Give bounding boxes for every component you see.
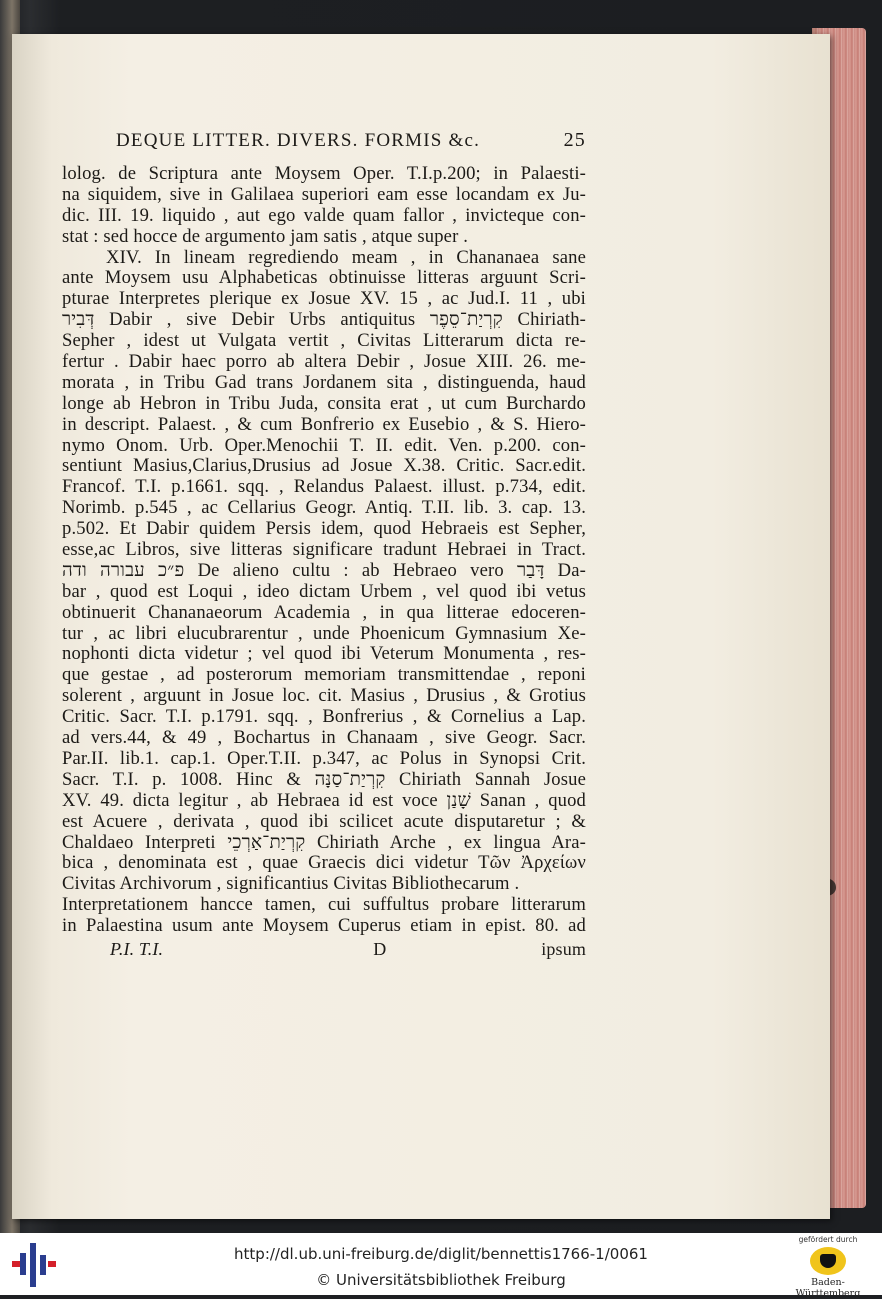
gathering-letter: D <box>373 938 387 959</box>
catchword: ipsum <box>541 938 586 959</box>
text-lines <box>62 164 586 937</box>
text-line: morata , in Tribu Gad trans Jordanem sita , distinguenda, haud <box>62 371 586 393</box>
text-line: Interpretationem hancce tamen, cui suffultus probare litterarum <box>62 894 586 916</box>
text-line: ad vers.44, & 49 , Bochartus in Chanaam , sive Geogr. Sacr. <box>62 727 586 749</box>
text-line: tur , ac libri elucubrarentur , unde Phoenicum Gymnasium Xe- <box>62 622 586 644</box>
text-line: דְּבִיר Dabir , sive Debir Urbs antiquitus קִרְיַת־סֵפֶר Chiriath- <box>62 309 587 331</box>
text-line: Par.II. lib.1. cap.1. Oper.T.II. p.347, ac Polus in Synopsi Crit. <box>62 747 586 769</box>
bottom-bar <box>0 1233 882 1299</box>
text-line: que gestae , ad posterorum memoriam transmittendae , reponi <box>62 664 586 686</box>
text-line: nymo Onom. Urb. Oper.Menochii T. II. edit. Ven. p.200. con- <box>62 434 586 456</box>
text-line: pturae Interpretes plerique ex Josue XV. 15 , ac Jud.I. 11 , ubi <box>62 288 586 310</box>
text-line: ante Moysem usu Alphabeticas obtinuisse litteras arguunt Scri- <box>62 267 586 289</box>
text-line: Sepher , idest ut Vulgata vertit , Civitas Litterarum dicta re- <box>62 330 586 352</box>
running-head <box>116 128 586 164</box>
text-line: esse,ac Libros, sive litteras significare tradunt Hebraei in Tract. <box>62 539 586 561</box>
text-line: dic. III. 19. liquido , aut ego valde quam fallor , invicteque con- <box>62 204 586 226</box>
text-line: na siquidem, sive in Galilaea superiori eam esse locandam ex Ju- <box>62 183 586 205</box>
document-url[interactable]: http://dl.ub.uni-freiburg.de/diglit/bennettis1766-1/0061 <box>234 1245 648 1263</box>
text-line: XV. 49. dicta legitur , ab Hebraea id est voce שָׁנַן Sanan , quod <box>62 789 586 811</box>
text-line: nophonti dicta videtur ; vel quod ibi Veterum Monumenta , res- <box>62 643 586 665</box>
text-line: est Acuere , derivata , quod ibi scilicet acute disputaretur ; & <box>62 810 586 832</box>
text-line: stat : sed hocce de argumento jam satis , atque super . <box>62 225 469 247</box>
text-line: פ״כ עבורה ודה De alieno cultu : ab Hebraeo vero דָּבַר Da- <box>62 559 586 581</box>
text-line: solerent , arguunt in Josue loc. cit. Masius , Drusius , & Grotius <box>62 685 586 707</box>
text-line: Francof. T.I. p.1661. sqq. , Relandus Palaest. illust. p.734, edit. <box>62 476 586 498</box>
text-line: in descript. Palaest. , & cum Bonfrerio ex Eusebio , & S. Hiero- <box>62 413 586 435</box>
text-line: in Palaestina usum ante Moysem Cuperus etiam in epist. 80. ad <box>62 915 586 937</box>
text-line: Sacr. T.I. p. 1008. Hinc & קִרְיַת־סַנָּה Chiriath Sannah Josue <box>62 768 586 790</box>
text-line: bica , denominata est , quae Graecis dici videtur Τῶν Ἀρχείων <box>62 852 586 874</box>
crest-icon <box>810 1247 846 1275</box>
text-line: obtinuerit Chananaeorum Academia , in qua litterae edoceren- <box>62 601 586 623</box>
page-text <box>62 128 586 961</box>
copyright-text: © Universitätsbibliothek Freiburg <box>316 1271 566 1289</box>
text-line: Critic. Sacr. T.I. p.1791. sqq. , Bonfrerius , & Cornelius a Lap. <box>62 706 586 728</box>
text-line: Norimb. p.545 , ac Cellarius Geogr. Antiq. T.II. lib. 3. cap. 13. <box>62 497 586 519</box>
text-line: lolog. de Scriptura ante Moysem Oper. T.I.p.200; in Palaesti- <box>62 163 586 184</box>
text-line: sentiunt Masius,Clarius,Drusius ad Josue X.38. Critic. Sacr.edit. <box>62 455 586 477</box>
sponsor-name: Baden-Württemberg <box>795 1277 861 1299</box>
text-line: Civitas Archivorum , significantius Civitas Bibliothecarum . <box>62 873 520 895</box>
text-line: longe ab Hebron in Tribu Juda, consita erat , ut cum Burchardo <box>62 392 586 414</box>
page-number: 25 <box>563 129 586 151</box>
text-line: fertur . Dabir haec porro ab altera Debir , Josue XIII. 26. me- <box>62 351 586 373</box>
signature-mark: P.I. T.I. <box>110 938 164 959</box>
text-line: bar , quod est Loqui , ideo dictam Urbem , vel quod ibi vetus <box>62 580 586 602</box>
running-head-title: DEQUE LITTER. DIVERS. FORMIS &c. <box>116 130 481 151</box>
text-line: Chaldaeo Interpreti קִרְיַת־אַרְכֵי Chiriath Arche , ex lingua Ara- <box>62 831 586 853</box>
page-footer <box>62 939 586 961</box>
sponsor-caption: gefördert durch <box>798 1235 858 1244</box>
text-line: p.502. Et Dabir quidem Persis idem, quod Hebraeis est Sepher, <box>62 518 586 540</box>
sponsor-badge <box>780 1235 876 1299</box>
text-line: XIV. In lineam regrediendo meam , in Chananaea sane <box>106 246 586 268</box>
